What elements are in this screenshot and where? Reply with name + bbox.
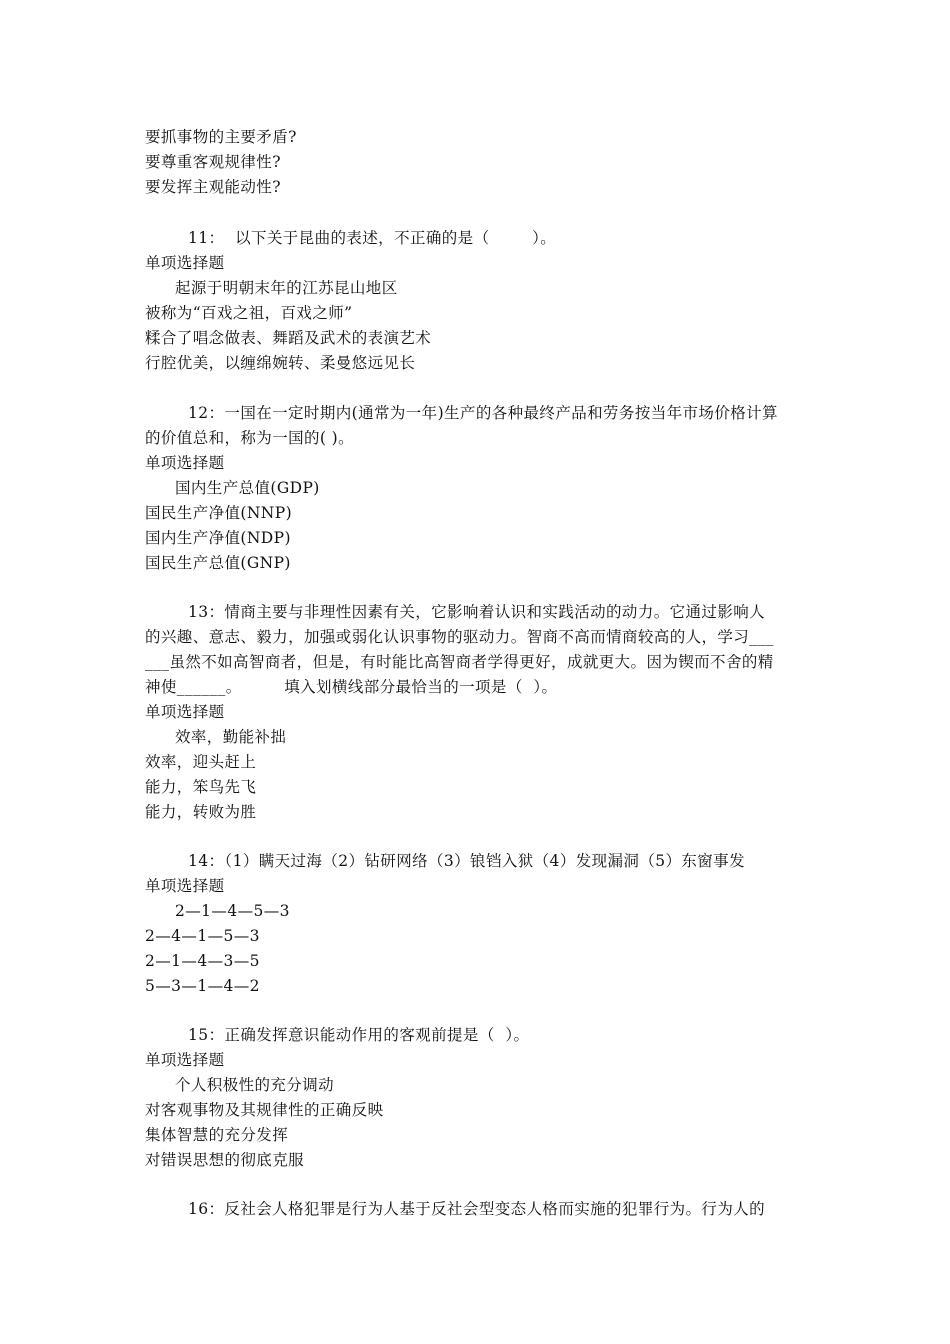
- answer-option: 2—1—4—5—3: [175, 902, 290, 920]
- answer-option: 被称为“百戏之祖，百戏之师”: [145, 304, 353, 322]
- question-type-label: 单项选择题: [145, 1051, 225, 1069]
- intro-option: 要发挥主观能动性?: [145, 178, 281, 196]
- question-15-text: 15：正确发挥意识能动作用的客观前提是（ ）。: [188, 1026, 530, 1044]
- question-type-label: 单项选择题: [145, 877, 225, 895]
- answer-option: 国民生产净值(NNP): [145, 504, 293, 522]
- answer-option: 2—4—1—5—3: [145, 927, 260, 945]
- question-13-text-cont: 的兴趣、意志、毅力，加强或弱化认识事物的驱动力。智商不高而情商较高的人，学习___: [145, 628, 774, 646]
- answer-option: 对错误思想的彻底克服: [145, 1151, 305, 1169]
- answer-option: 能力，转败为胜: [145, 803, 257, 821]
- question-11-text: 11： 以下关于昆曲的表述，不正确的是（ ）。: [188, 229, 557, 247]
- question-type-label: 单项选择题: [145, 454, 225, 472]
- question-14-text: 14：（1）瞒天过海（2）钻研网络（3）锒铛入狱（4）发现漏洞（5）东窗事发: [188, 852, 745, 870]
- question-type-label: 单项选择题: [145, 703, 225, 721]
- answer-option: 2—1—4—3—5: [145, 952, 260, 970]
- answer-option: 糅合了唱念做表、舞蹈及武术的表演艺术: [145, 329, 432, 347]
- question-13-text-cont: ___虽然不如高智商者，但是，有时能比高智商者学得更好，成就更大。因为锲而不舍的精: [145, 653, 774, 671]
- question-16-text: 16：反社会人格犯罪是行为人基于反社会型变态人格而实施的犯罪行为。行为人的: [188, 1200, 766, 1218]
- intro-option: 要尊重客观规律性?: [145, 153, 281, 171]
- answer-option: 国民生产总值(GNP): [145, 554, 291, 572]
- question-13-text-cont: 神使______。 填入划横线部分最恰当的一项是（ ）。: [145, 678, 558, 696]
- answer-option: 国内生产净值(NDP): [145, 529, 291, 547]
- answer-option: 对客观事物及其规律性的正确反映: [145, 1101, 384, 1119]
- question-12-text-cont: 的价值总和，称为一国的( )。: [145, 429, 355, 447]
- answer-option: 5—3—1—4—2: [145, 977, 260, 995]
- answer-option: 集体智慧的充分发挥: [145, 1126, 289, 1144]
- answer-option: 能力，笨鸟先飞: [145, 778, 257, 796]
- question-12-text: 12：一国在一定时期内(通常为一年)生产的各种最终产品和劳务按当年市场价格计算: [188, 404, 778, 422]
- question-type-label: 单项选择题: [145, 254, 225, 272]
- answer-option: 效率，迎头赶上: [145, 753, 257, 771]
- answer-option: 起源于明朝末年的江苏昆山地区: [175, 279, 398, 297]
- answer-option: 个人积极性的充分调动: [175, 1076, 335, 1094]
- answer-option: 效率，勤能补拙: [175, 728, 287, 746]
- intro-option: 要抓事物的主要矛盾?: [145, 128, 297, 146]
- answer-option: 行腔优美，以缠绵婉转、柔曼悠远见长: [145, 354, 416, 372]
- answer-option: 国内生产总值(GDP): [175, 479, 320, 497]
- question-13-text: 13：情商主要与非理性因素有关，它影响着认识和实践活动的动力。它通过影响人: [188, 603, 766, 621]
